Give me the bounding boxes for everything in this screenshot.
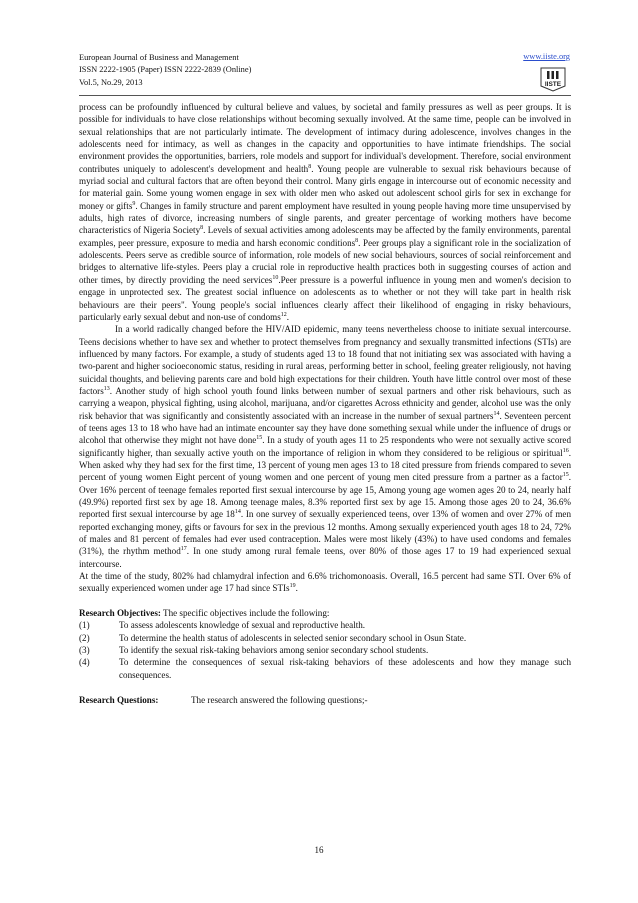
journal-issn: ISSN 2222-1905 (Paper) ISSN 2222-2839 (Online) — [79, 65, 252, 75]
header-divider — [79, 95, 571, 96]
page-number: 16 — [314, 845, 324, 855]
research-objectives-heading: Research Objectives: The specific objectives include the following: — [79, 608, 330, 619]
objective-item: (3) To identify the sexual risk-taking behaviors among senior secondary school students. — [79, 645, 429, 656]
journal-url-link[interactable]: www.iiste.org — [523, 52, 570, 61]
journal-volume: Vol.5, No.29, 2013 — [79, 77, 143, 87]
iiste-logo — [538, 66, 568, 92]
paragraph-sti: At the time of the study, 802% had chlamydral infection and 6.6% trichomonoasis. Overall, 16.5 percent had same STI. Over 6% of sexually experienced women under age 17 had since STIs$^{19}$. — [79, 571, 571, 594]
paragraph-hiv-epidemic: In a world radically changed before the HIV/AID epidemic, many teens nevertheless choose to initiate sexual intercourse. Teens decisions whether to have sex and whether to protect themselves from pregnancy and sexually transmitted infections (STIs) are influenced by many factors. For example, a study of students aged 13 to 18 found that not initiating sex was associated with having a two-parent and higher socioeconomic status, residing in rural areas, performing better in school, feeling greater religiously, not having suicidal thoughts, and believing parents care and bold high expectations for their children. Youth have little control over most of these factors$^{13}$. Another study of high school youth found links between number of sexual partners and other risk behaviours, such as carrying a weapon, physical fighting, using alcohol, marijuana, and/or cigarettes Across ethnicity and gender, alcohol use was the only risk behavior that was significantly and consistently associated with an increase in the number of sexual partners$^{14}$. Seventeen percent of teens ages 13 to 18 who have had an intimate encounter say they have done something sexual while under the influence of drugs or alcohol that otherwise they might not have done$^{15}$. In a study of youth ages 11 to 25 respondents who were not sexually active scored significantly higher, than sexually active youth on the importance of religion in whom they considered to be religious or spiritual$^{16}$. When asked why they had sex for the first time, 13 percent of young men ages 13 to 18 cited pressure from friends compared to seven percent of young women Eight percent of young women and one percent of young men cited pressure from a partner as a factor$^{15}$. Over 16% percent of teenage females reported first sexual intercourse by age 15, Among young age women ages 20 to 24, nearly half (49.9%) reported first sex by age 18. Among teenage males, 8.3% reported first sex by age 15. Among those ages 20 to 24, 36.6% reported first sexual intercourse by age $18^{14}$. In one survey of sexually experienced teens, over 13% of women and over 27% of men reported exchanging money, gifts or favours for sex in the previous 12 months. Among sexually experienced youth ages 18 to 24, 72% of males and 81 percent of females had ever used contraception. Males were most likely (43%) to have used condoms and females (31%), the rhythm method$^{17}$. In one study among rural female teens, over 80% of those ages 17 to 19 had experienced sexual intercourse. — [79, 324, 572, 569]
research-questions: Research Questions: The research answered the following questions;- — [79, 694, 368, 705]
objective-item: (4) To determine the consequences of sexual risk-taking behaviors of these adolescents and how they manage such consequences. — [79, 657, 571, 680]
svg-text:IISTE: IISTE — [544, 81, 562, 88]
article-body — [79, 101, 571, 706]
journal-header — [79, 52, 251, 89]
objective-item: (2) To determine the health status of adolescents in selected senior secondary school in Osun State. — [79, 632, 467, 643]
journal-name: European Journal of Business and Management — [79, 53, 239, 62]
paragraph-intimacy: process can be profoundly influenced by cultural believe and values, by societal and family pressures as well as peer groups. It is possible for individuals to have close relationships without becoming sexually involved. At the same time, people can be involved in sexual relationships that are not particularly intimate. The development of intimacy during adolescence, involves changes in the adolescents need for intimacy, as well as changes in the capacity and opportunities to have intimate friendships. The social environment provides the opportunities, barriers, role models and support for individual's development. Therefore, social environment contributes uniquely to adolescent's development and health$^8$. Young people are vulnerable to sexual risk behaviours because of myriad social and cultural factors that are often beyond their control. Many girls engage in intercourse out of economic necessity and for material gain. Some young women engage in sex with older men who asked out adolescent school girls for sex in exchange for money or gifts$^9$. Changes in family structure and parent employment have resulted in young people having more time unsupervised by adults, high rates of divorce, increasing numbers of single parents, and greater percentage of working mothers have become characteristics of Nigeria Society$^8$. Levels of sexual activities among adolescents may be affected by the family environments, parental examples, peer pressure, exposure to media and harsh economic conditions$^8$. Peer groups play a significant role in the socialization of adolescents. Peers serve as credible source of information, role models of new social behaviours, sources of social reinforcement and bridges to alternative life-styles. Peers play a crucial role in reproductive health practices both in suggesting courses of action and other times, by directly providing the need services$^{10}$.Peer pressure is a powerful influence in young men and women's decision to engage in unprotected sex. The greatest social influence on adolescents as to whether or not they will take part in health risk behaviours are their peers". Young people's social influences clearly affect their likelihood of engaging in risky behaviours, particularly early sexual debut and non-use of condoms$^{12}$. — [79, 102, 572, 322]
objective-item: (1) To assess adolescents knowledge of sexual and reproductive health. — [79, 620, 366, 631]
